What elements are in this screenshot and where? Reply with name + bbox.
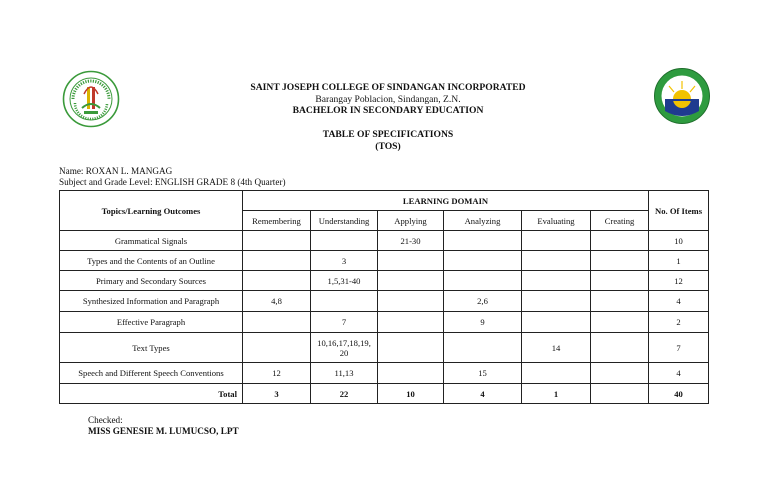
items-cell: 1 [649,251,709,271]
total-cell: 10 [378,384,444,404]
topics-header: Topics/Learning Outcomes [60,191,243,231]
total-items-cell: 40 [649,384,709,404]
subject-line [59,177,286,188]
domain-cell [243,312,311,333]
program-name: BACHELOR IN SECONDARY EDUCATION [292,105,484,116]
items-header: No. Of Items [649,191,709,231]
document-title [0,129,768,152]
topic-cell: Speech and Different Speech Conventions [60,363,243,384]
topic-cell: Types and the Contents of an Outline [60,251,243,271]
items-cell: 7 [649,333,709,363]
total-cell [591,384,649,404]
domain-cell [522,312,591,333]
topic-cell: Grammatical Signals [60,231,243,251]
title-line-1: TABLE OF SPECIFICATIONS [322,129,454,140]
checked-block [88,415,239,438]
domain-cell: 3 [311,251,378,271]
total-label: Total [60,384,243,404]
items-cell: 4 [649,363,709,384]
domain-cell [311,291,378,312]
domain-cell [522,271,591,291]
topic-cell: Text Types [60,333,243,363]
domain-cell: 7 [311,312,378,333]
topic-cell: Synthesized Information and Paragraph [60,291,243,312]
specifications-table [59,190,709,404]
table-row [60,271,709,291]
domain-cell [591,312,649,333]
total-row [60,384,709,404]
total-cell: 1 [522,384,591,404]
student-info [59,166,286,189]
items-cell: 10 [649,231,709,251]
domain-cell: 1,5,31-40 [311,271,378,291]
domain-cell [591,291,649,312]
domain-cell [591,251,649,271]
domain-cell: 10,16,17,18,19, 20 [311,333,378,363]
domain-cell [522,363,591,384]
domain-cell [522,291,591,312]
school-name: SAINT JOSEPH COLLEGE OF SINDANGAN INCORPORATED [250,82,526,93]
domain-cell: 2,6 [444,291,522,312]
domain-header-remembering: Remembering [243,211,311,231]
domain-cell [243,231,311,251]
domain-cell [591,333,649,363]
domain-cell [522,231,591,251]
document-header [0,82,768,117]
name-label: Name: [59,166,84,176]
name-line [59,166,286,177]
checker-name: MISS GENESIE M. LUMUCSO, LPT [88,426,239,437]
domain-header-applying: Applying [378,211,444,231]
table-body [60,231,709,404]
domain-cell [591,271,649,291]
items-cell: 2 [649,312,709,333]
domain-cell [591,231,649,251]
subject-value: ENGLISH GRADE 8 (4th Quarter) [154,177,286,188]
domain-header-evaluating: Evaluating [522,211,591,231]
domain-cell [378,312,444,333]
items-cell: 12 [649,271,709,291]
total-cell: 3 [243,384,311,404]
domain-cell [378,333,444,363]
domain-cell [378,251,444,271]
domain-cell [311,231,378,251]
domain-cell [243,271,311,291]
domain-header-analyzing: Analyzing [444,211,522,231]
domain-cell [522,251,591,271]
school-address: Barangay Poblacion, Sindangan, Z.N. [315,93,461,105]
total-cell: 4 [444,384,522,404]
domain-cell [591,363,649,384]
domain-cell: 11,13 [311,363,378,384]
domain-header-creating: Creating [591,211,649,231]
table-row [60,333,709,363]
domain-cell: 14 [522,333,591,363]
table-row [60,251,709,271]
domain-cell [444,231,522,251]
domain-cell: 9 [444,312,522,333]
table-row [60,291,709,312]
domain-cell [444,251,522,271]
table-row [60,363,709,384]
table-row [60,312,709,333]
subject-label: Subject and Grade Level: [59,177,153,188]
total-cell: 22 [311,384,378,404]
domain-cell: 21-30 [378,231,444,251]
topic-cell: Primary and Secondary Sources [60,271,243,291]
domain-cell [378,363,444,384]
domain-cell [378,271,444,291]
domain-cell [378,291,444,312]
learning-domain-header: LEARNING DOMAIN [243,191,649,211]
topic-cell: Effective Paragraph [60,312,243,333]
domain-cell [444,333,522,363]
domain-cell: 12 [243,363,311,384]
domain-cell: 15 [444,363,522,384]
domain-header-understanding: Understanding [311,211,378,231]
checked-label: Checked: [88,415,123,425]
domain-cell [444,271,522,291]
domain-cell [243,251,311,271]
domain-cell: 4,8 [243,291,311,312]
table-row [60,231,709,251]
title-line-2: (TOS) [375,140,401,152]
name-value: ROXAN L. MANGAG [85,166,173,176]
domain-cell [243,333,311,363]
items-cell: 4 [649,291,709,312]
